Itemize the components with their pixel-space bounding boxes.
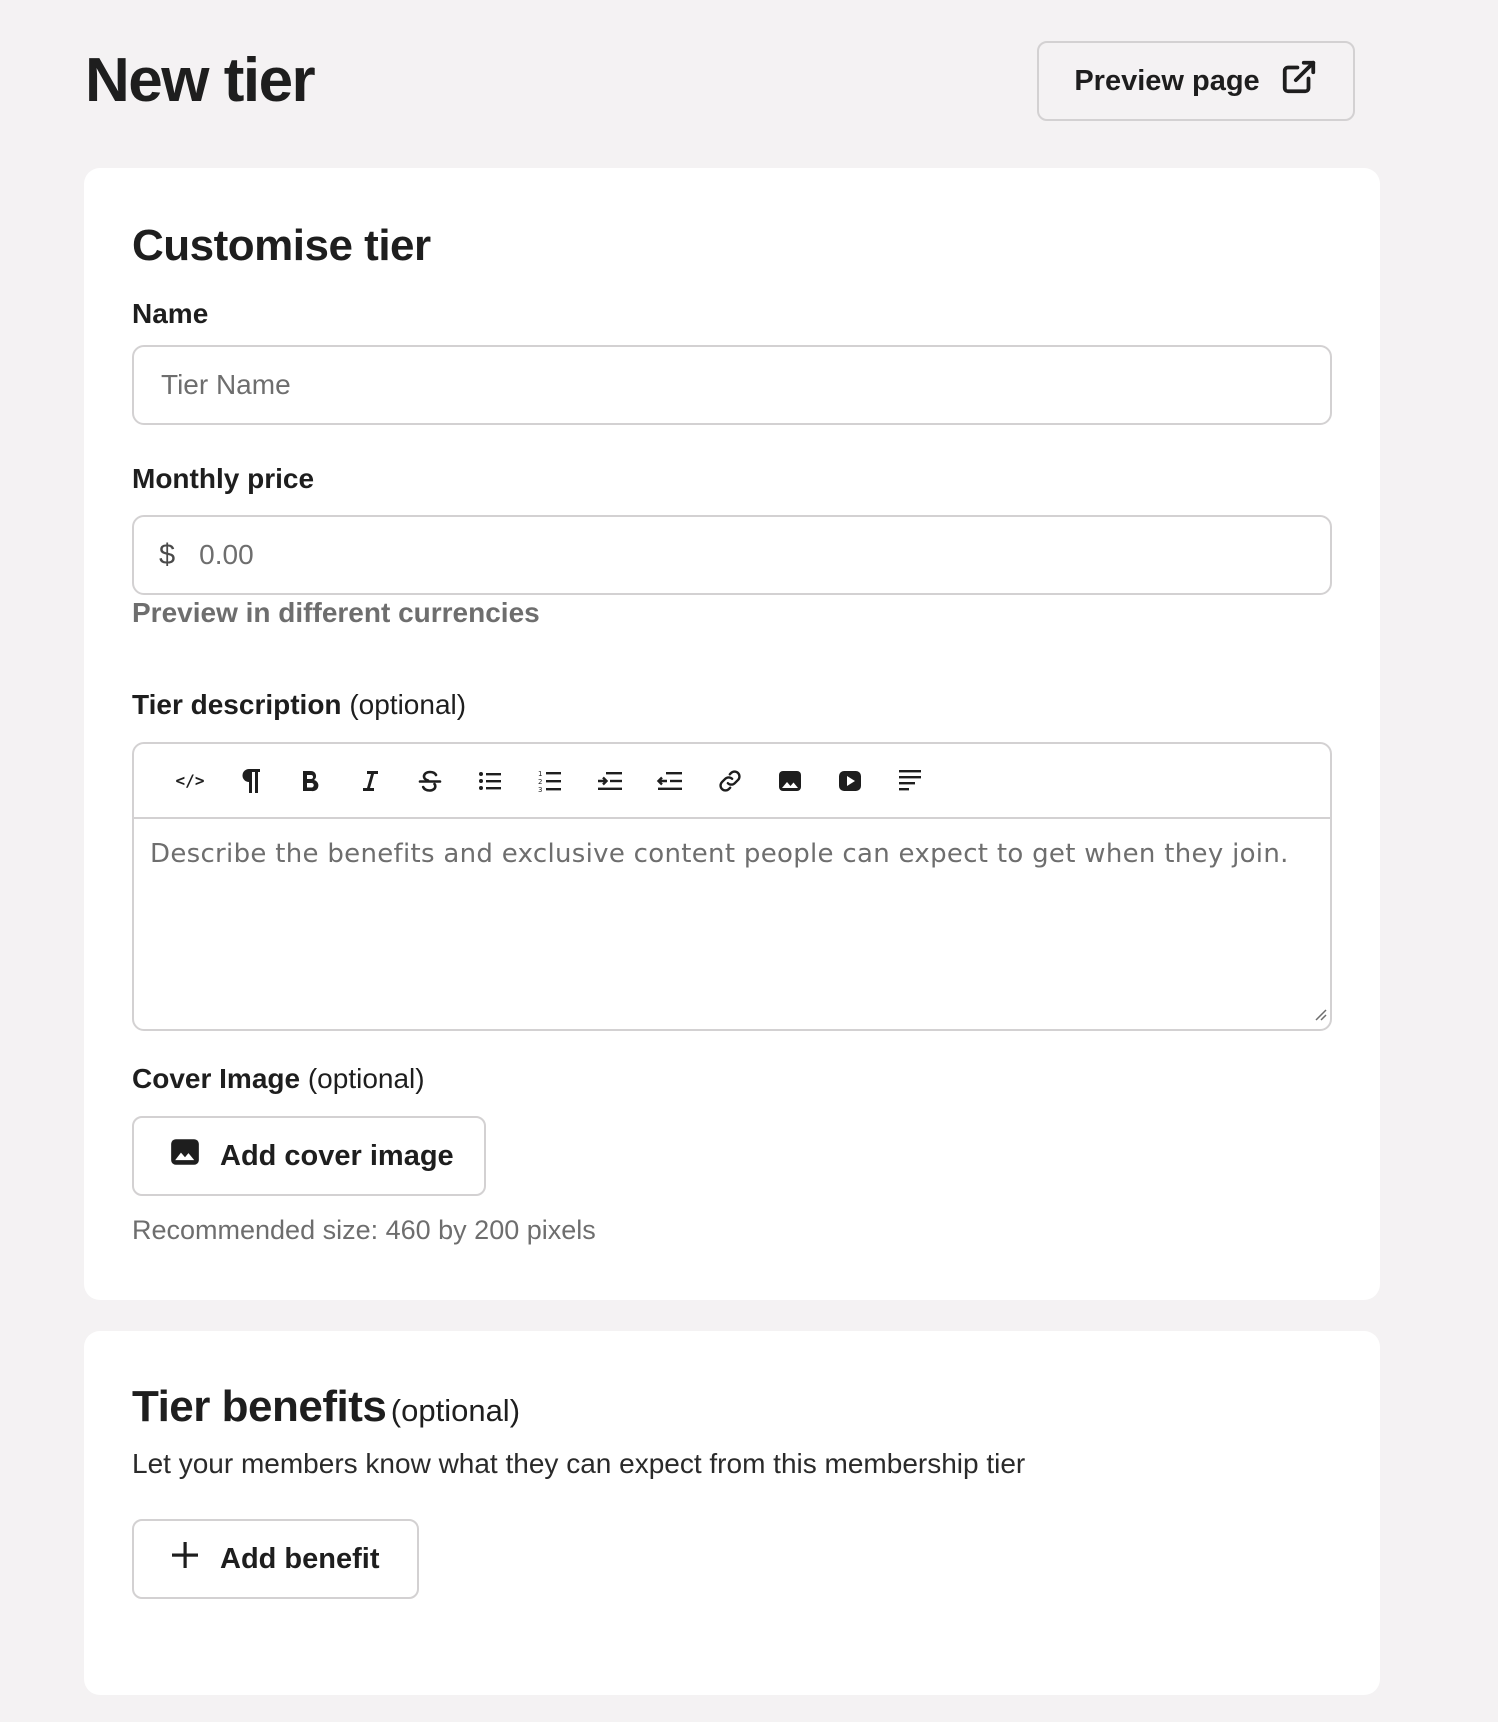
preview-page-button[interactable] xyxy=(1037,41,1355,121)
link-icon[interactable] xyxy=(700,758,760,804)
plus-icon xyxy=(170,1540,200,1578)
outdent-icon[interactable] xyxy=(640,758,700,804)
price-field-wrapper xyxy=(132,515,1332,595)
tier-benefits-card xyxy=(84,1331,1380,1695)
external-link-icon xyxy=(1280,58,1318,104)
tier-benefits-description: Let your members know what they can expect from this membership tier xyxy=(132,1448,1026,1479)
svg-text:2: 2 xyxy=(538,777,543,786)
tier-benefits-title: Tier benefits xyxy=(132,1382,387,1431)
currency-symbol: $ xyxy=(159,538,176,571)
image-icon xyxy=(170,1137,200,1175)
align-icon[interactable] xyxy=(880,758,940,804)
tier-name-input[interactable] xyxy=(159,368,1330,402)
svg-text:1: 1 xyxy=(538,769,543,778)
name-label: Name xyxy=(132,298,209,329)
name-field-wrapper xyxy=(132,345,1332,425)
preview-page-label: Preview page xyxy=(1074,64,1260,97)
paragraph-icon[interactable] xyxy=(220,758,280,804)
cover-image-label-text: Cover Image xyxy=(132,1063,301,1094)
tier-benefits-heading xyxy=(132,1379,520,1435)
customise-tier-card xyxy=(84,168,1380,1300)
add-cover-image-button[interactable] xyxy=(132,1116,486,1196)
preview-currencies-link[interactable]: Preview in different currencies xyxy=(132,597,540,628)
tier-description-label-text: Tier description xyxy=(132,689,342,720)
monthly-price-label: Monthly price xyxy=(132,463,315,494)
add-cover-image-label: Add cover image xyxy=(220,1139,454,1172)
code-icon[interactable] xyxy=(160,758,220,804)
bold-icon[interactable] xyxy=(280,758,340,804)
optional-tag: (optional) xyxy=(390,1393,521,1428)
rich-text-editor xyxy=(132,742,1332,1031)
resize-handle-icon[interactable] xyxy=(1312,1006,1328,1027)
italic-icon[interactable] xyxy=(340,758,400,804)
indent-icon[interactable] xyxy=(580,758,640,804)
tier-description-label xyxy=(132,687,466,723)
cover-image-hint: Recommended size: 460 by 200 pixels xyxy=(132,1215,596,1245)
optional-tag: (optional) xyxy=(307,1063,425,1094)
image-icon[interactable] xyxy=(760,758,820,804)
monthly-price-input[interactable] xyxy=(197,538,1330,572)
customise-tier-heading: Customise tier xyxy=(132,221,431,270)
tier-description-editor[interactable]: Describe the benefits and exclusive content people can expect to get when they join. xyxy=(150,839,1289,869)
numbered-list-icon[interactable] xyxy=(520,758,580,804)
optional-tag: (optional) xyxy=(349,689,467,720)
editor-toolbar xyxy=(134,744,1330,819)
svg-text:</>: </> xyxy=(175,770,205,790)
video-icon[interactable] xyxy=(820,758,880,804)
cover-image-label xyxy=(132,1061,425,1097)
svg-text:3: 3 xyxy=(538,785,543,794)
add-benefit-button[interactable] xyxy=(132,1519,419,1599)
strikethrough-icon[interactable] xyxy=(400,758,460,804)
bullet-list-icon[interactable] xyxy=(460,758,520,804)
page-title: New tier xyxy=(85,46,315,115)
add-benefit-label: Add benefit xyxy=(220,1542,380,1575)
